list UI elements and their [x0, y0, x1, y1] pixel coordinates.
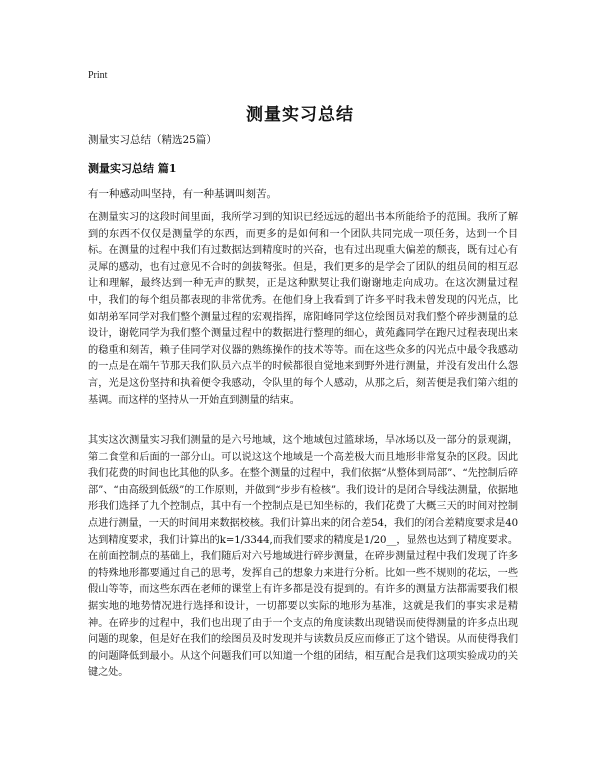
- document-subtitle: 测量实习总结（精选25篇）: [88, 134, 217, 146]
- page-title: 测量实习总结: [246, 105, 354, 125]
- paragraph: 其实这次测量实习我们测量的是六号地域，这个地域包过篮球场，旱冰场以及一部分的景观湖，第二食堂和后面的一部分山。可以说这这个地域是一个高差极大而且地形非常复杂的区段。因此我们花费的时间也比其他的队多。在整个测量的过程中，我们依据“从整体到局部”、“先控制后碎部”、“由高级到低级”的工作原则，并做到“步步有检核”。我们设计的是闭合导线法测量，依据地形我们选择了九个控制点，其中有一个控制点是已知坐标的，我们花费了大概三天的时间对控制点进行测量，一天的时间用来数据校核。我们计算出来的闭合差54，我们的闭合差精度要求是40达到精度要求，我们计算出的k=1/3344,而我们要求的精度是1/20__，显然也达到了精度要求。在前面控制点的基础上，我们随后对六号地域进行碎步测量，在碎步测量过程中我们发现了许多的特殊地形都要通过自己的思考，发挥自己的想象力来进行分析。比如一些不规则的花坛，一些假山等等，而这些东西在老师的课堂上有许多都是没有提到的。有许多的测量方法都需要我们根据实地的地势情况进行选择和设计，一切都要以实际的地形为基准，这就是我们的事实求是精神。在碎步的过程中，我们也出现了由于一个支点的角度读数出现错误而使得测量的许多点出现问题的现象，但是好在我们的绘图员及时发现并与读数员反应而修正了这个错误。从而使得我们的问题降低到最小。从这个问题我们可以知道一个组的团结，相互配合是我们这项实验成功的关键之处。: [88, 435, 518, 679]
- paragraph: 在测量实习的这段时间里面，我所学习到的知识已经远远的超出书本所能给予的范围。我所了解到的东西不仅仅是测量学的东西，而更多的是如何和一个团队共同完成一项任务，达到一个目标。在测量的过程中我们有过数据达到精度时的兴奋，也有过出现重大偏差的颓丧，既有过心有灵犀的感动，也有过意见不合时的剑拔弩张。但是，我们更多的是学会了团队的组员间的相互忍让和理解，最终达到一种无声的默契，正是这种默契让我们谢谢地走向成功。在这次测量过程中，我们的每个组员都表现的非常优秀。在他们身上我看到了许多平时我未曾发现的闪光点，比如胡弟军同学对我们整个测量过程的宏观指挥，席阳峰同学这位绘图员对我们整个碎步测量的总设计，谢乾同学为我们整个测量过程中的数据进行整理的细心，黄苑鑫同学在跑尺过程表现出来的稳重和刻苦，赖子佳同学对仪器的熟练操作的技术等等。而在这些众多的闪光点中最令我感动的一点是在端午节那天我们队员六点半的时候都很自觉地来到野外进行测量，并没有发出什么怨言，光是这份坚持和执着便令我感动，令队里的每个人感动，从那之后，刻苦便是我们第六组的基调。而这样的坚持从一开始直到测量的结束。: [88, 212, 518, 406]
- section-heading: 测量实习总结 篇1: [88, 162, 177, 175]
- intro-line: 有一种感动叫坚持，有一种基调叫刻苦。: [88, 188, 277, 200]
- print-label: Print: [88, 70, 108, 81]
